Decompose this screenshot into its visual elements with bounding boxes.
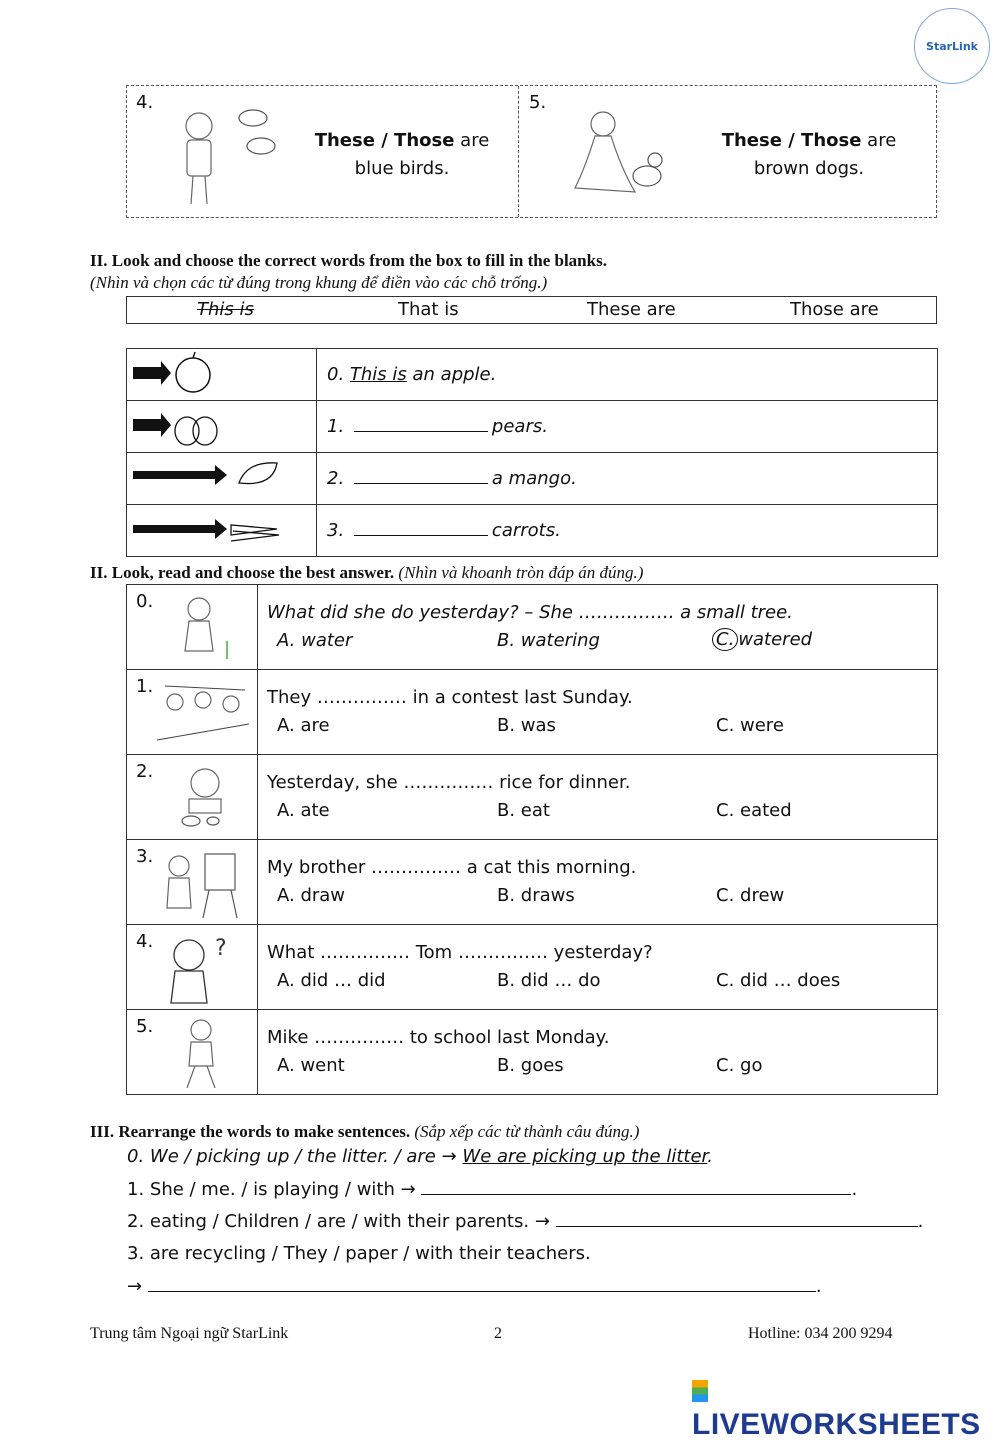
rearrange-line-2: 2. eating / Children / are / with their parents. → . [127, 1211, 924, 1232]
table-row: 3. My brother …………… a cat this morning. A. draw B. draws C. drew [127, 840, 938, 925]
rearrange-line-1: 1. She / me. / is playing / with → . [127, 1179, 858, 1200]
word-box [126, 296, 937, 324]
arrow-apple-icon [127, 349, 316, 395]
table-row: 1. pears. [127, 401, 938, 453]
answer-line-1[interactable] [421, 1178, 851, 1195]
arrow-pears-icon [127, 401, 316, 447]
option-b[interactable]: B. eat [497, 800, 550, 821]
rearrange-line-3-answer: → . [127, 1276, 822, 1297]
option-b[interactable]: B. watering [497, 630, 600, 651]
page-number: 2 [494, 1325, 502, 1342]
boy-walking-icon [173, 1016, 233, 1092]
starlink-logo: StarLink [914, 8, 990, 84]
these-those-cell-4: 4. These / Those are blue birds. [127, 86, 519, 217]
table-row: 4. ? What …………… Tom …………… yesterday? A. did … did B. did … do C. did … does [127, 925, 938, 1010]
rearrange-example: 0. We / picking up / the litter. / are → We are picking up the litter. [127, 1146, 714, 1167]
option-a[interactable]: A. went [277, 1055, 345, 1076]
option-a[interactable]: A. ate [277, 800, 330, 821]
table-row: 3. carrots. [127, 505, 938, 557]
these-those-choice[interactable]: These / Those [314, 130, 455, 151]
table-row: 0. What did she do yesterday? – She ……………. a small tree. A. water B. watering C. watered [127, 585, 938, 670]
girl-eating-icon [171, 763, 241, 833]
table-row: 1. They …………… in a contest last Sunday. A. are B. was C. were [127, 670, 938, 755]
liveworksheets-logo: LIVEWORKSHEETS [692, 1374, 1000, 1442]
section-2-subheading: (Nhìn và chọn các từ đúng trong khung để điền vào các chỗ trống.) [90, 273, 548, 292]
option-c[interactable]: C. go [716, 1055, 763, 1076]
table-row: 2. a mango. [127, 453, 938, 505]
footer-hotline: Hotline: 034 200 9294 [748, 1325, 893, 1342]
table-row: 2. Yesterday, she …………… rice for dinner. A. ate B. eat C. eated [127, 755, 938, 840]
blank-1[interactable] [354, 417, 488, 432]
svg-text:?: ? [215, 936, 227, 961]
word-these-are: These are [587, 299, 676, 320]
girl-watering-icon [169, 593, 241, 663]
arrow-mango-icon [127, 453, 316, 499]
option-c[interactable]: C. eated [716, 800, 792, 821]
section-2-heading: II. Look and choose the correct words from the box to fill in the blanks. [90, 251, 607, 270]
answer-line-2[interactable] [556, 1210, 918, 1227]
option-a[interactable]: A. water [277, 630, 353, 651]
word-those-are: Those are [790, 299, 879, 320]
blank-2[interactable] [354, 469, 488, 484]
footer-center-name: Trung tâm Ngoại ngữ StarLink [90, 1325, 289, 1342]
blank-3[interactable] [354, 521, 488, 536]
table-row: 0. This is an apple. [127, 349, 938, 401]
table-row: 5. Mike …………… to school last Monday. A. went B. goes C. go [127, 1010, 938, 1095]
kids-racing-icon [155, 680, 251, 746]
section-3-heading: II. Look, read and choose the best answer. (Nhìn và khoanh tròn đáp án đúng.) [90, 563, 644, 582]
section-4-heading: III. Rearrange the words to make sentences. (Sắp xếp các từ thành câu đúng.) [90, 1122, 640, 1141]
these-those-cell-5: 5. These / Those are brown dogs. [519, 86, 936, 217]
mcq-table [126, 584, 938, 1095]
these-those-choice[interactable]: These / Those [721, 130, 862, 151]
option-a[interactable]: A. draw [277, 885, 346, 906]
option-b[interactable]: B. goes [497, 1055, 564, 1076]
rearrange-line-3: 3. are recycling / They / paper / with their teachers. [127, 1243, 591, 1264]
these-those-table [126, 85, 937, 218]
option-a[interactable]: A. did … did [277, 970, 386, 991]
option-c[interactable]: C. watered [716, 628, 812, 651]
boy-with-birds-icon [161, 104, 281, 212]
option-b[interactable]: B. did … do [497, 970, 601, 991]
liveworksheets-icon [692, 1380, 708, 1402]
word-that-is: That is [398, 299, 459, 320]
option-b[interactable]: B. was [497, 715, 556, 736]
option-c[interactable]: C. drew [716, 885, 785, 906]
answer-line-3[interactable] [148, 1275, 816, 1292]
word-this-is: This is [197, 299, 254, 320]
option-b[interactable]: B. draws [497, 885, 575, 906]
option-c[interactable]: C. did … does [716, 970, 841, 991]
fill-blanks-table [126, 348, 938, 557]
option-a[interactable]: A. are [277, 715, 330, 736]
boy-drawing-icon [159, 848, 241, 920]
arrow-carrots-icon [127, 505, 316, 551]
girl-question-icon [159, 931, 243, 1007]
girl-with-dogs-icon [555, 108, 675, 208]
page-footer [90, 1325, 920, 1347]
option-c[interactable]: C. were [716, 715, 784, 736]
